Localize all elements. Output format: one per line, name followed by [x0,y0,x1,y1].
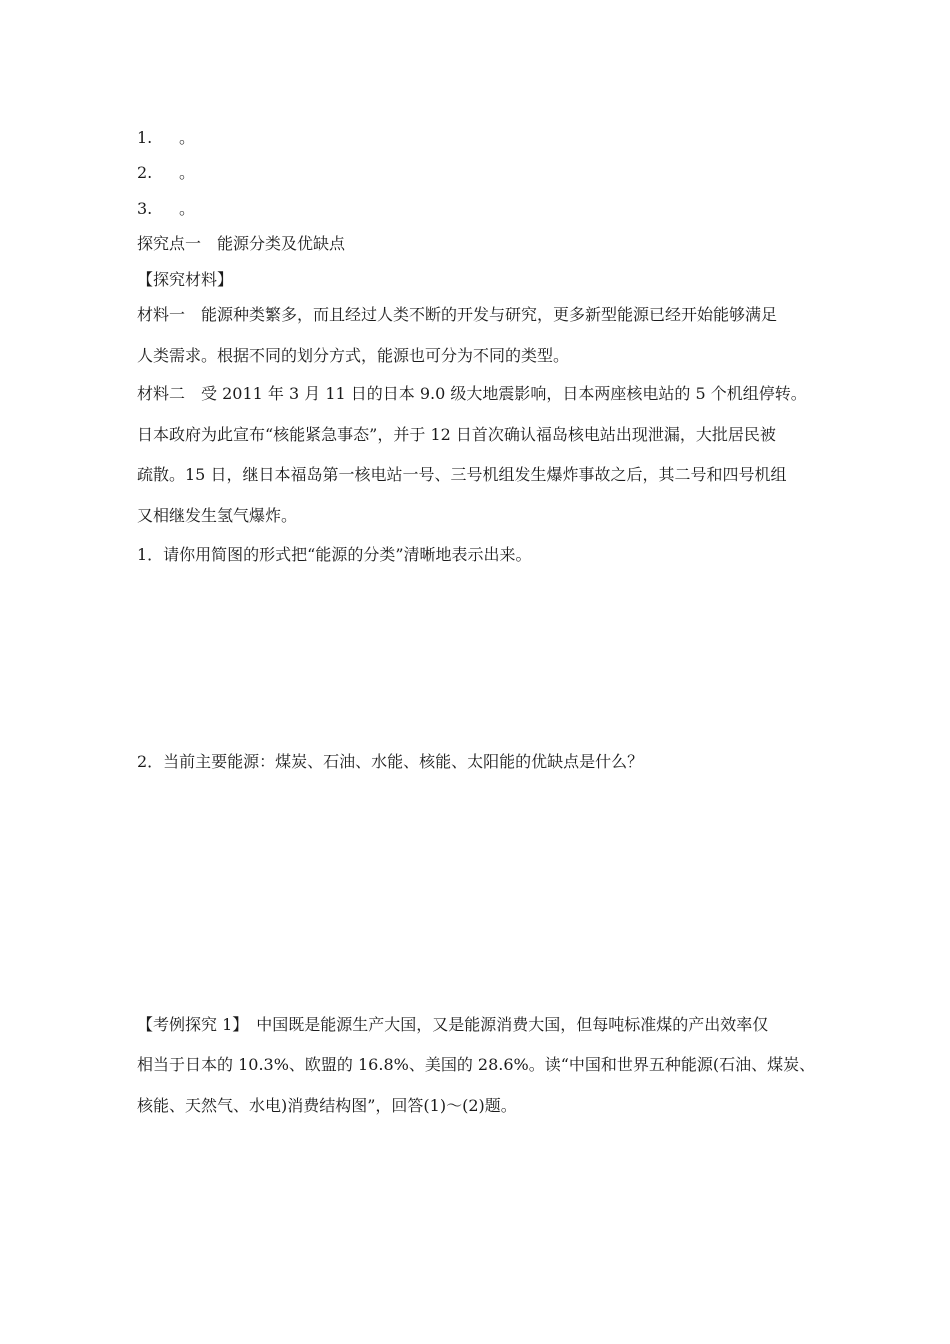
material2-line-1: 材料二 受 2011 年 3 月 11 日的日本 9.0 级大地震影响，日本两座核电站的 5 个机组停转。 [137,384,807,403]
blank-item-3 [137,199,195,219]
blank-number: 1. [137,128,153,147]
material2-line-3: 疏散。15 日，继日本福岛第一核电站一号、三号机组发生爆炸事故之后，其二号和四号机组 [137,465,787,484]
material2-line-4: 又相继发生氢气爆炸。 [137,506,298,525]
blank-number: 2. [137,163,153,182]
material2-line-2: 日本政府为此宣布“核能紧急事态”，并于 12 日首次确认福岛核电站出现泄漏，大批居民被 [137,425,776,444]
example-line-2: 相当于日本的 10.3%、欧盟的 16.8%、美国的 28.6%。读“中国和世界五种能源(石油、煤炭、 [137,1055,816,1074]
blank-end: 。 [179,163,196,182]
material1-line-1: 材料一 能源种类繁多，而且经过人类不断的开发与研究，更多新型能源已经开始能够满足 [137,305,778,324]
question-2: 2．当前主要能源：煤炭、石油、水能、核能、太阳能的优缺点是什么？ [137,752,644,771]
blank-number: 3. [137,199,153,218]
example-line-1: 【考例探究 1】 中国既是能源生产大国，又是能源消费大国，但每吨标准煤的产出效率仅 [137,1015,769,1034]
question-1: 1．请你用简图的形式把“能源的分类”清晰地表示出来。 [137,545,532,564]
example-line-3: 核能、天然气、水电)消费结构图”，回答(1)～(2)题。 [137,1096,517,1115]
blank-end: 。 [179,199,196,218]
blank-item-1 [137,128,195,148]
material-heading: 【探究材料】 [137,270,234,289]
material1-line-2: 人类需求。根据不同的划分方式，能源也可分为不同的类型。 [137,346,570,365]
blank-end: 。 [179,128,196,147]
section-title: 探究点一 能源分类及优缺点 [137,234,346,253]
blank-item-2 [137,163,195,183]
